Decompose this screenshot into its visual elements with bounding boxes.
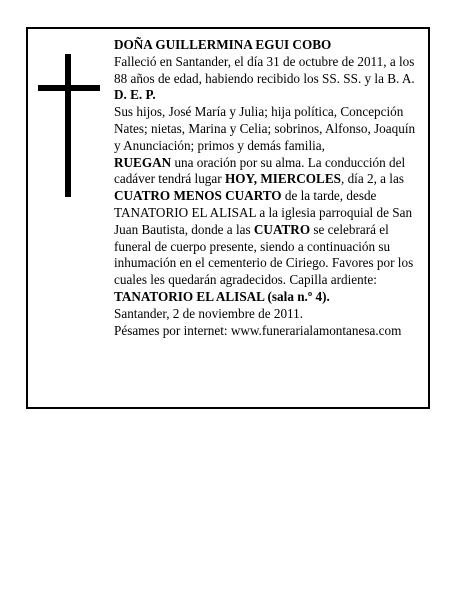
family-list: Sus hijos, José María y Julia; hija política, Concepción Nates; nietas, Marina y Celia; sobrinos, Alfonso, Joaquín y Anunciación; primos y demás familia,	[114, 104, 416, 153]
cross-icon	[38, 54, 100, 197]
cross-vertical-bar	[65, 54, 71, 197]
deceased-name: DOÑA GUILLERMINA EGUI COBO	[114, 37, 332, 52]
funeral-day: HOY, MIERCOLES	[224, 171, 341, 187]
route-text: de la tarde, desde TANATORIO EL ALISAL a la iglesia parroquial de San Juan Bautista, donde a las	[114, 188, 413, 237]
obituary-text	[114, 37, 420, 339]
death-notice: Falleció en Santander, el día 31 de octubre de 2011, a los 88 años de edad, habiendo recibido los SS. SS. y la B. A.	[114, 53, 415, 86]
prayer-text: una oración por su alma. La conducción del cadáver tendrá lugar	[114, 154, 406, 187]
cross-horizontal-bar	[38, 85, 100, 91]
funeral-details: se celebrará el funeral de cuerpo presente, siendo a continuación su inhumación en el cementerio de Ciriego. Favores por los cuales les quedarán agradecidos. Capilla ardiente:	[114, 221, 414, 288]
funeral-time: CUATRO MENOS CUARTO	[114, 188, 282, 204]
rip-line: D. E. P.	[114, 87, 156, 103]
signed-place-date: Santander, 2 de noviembre de 2011.	[114, 305, 304, 321]
chapel-location: TANATORIO EL ALISAL (sala n.º 4).	[114, 288, 330, 304]
date-text: , día 2, a las	[340, 171, 404, 187]
ruegan-word: RUEGAN	[114, 154, 172, 170]
mass-time: CUATRO	[253, 221, 311, 237]
condolences-line: Pésames por internet: www.funerarialamontanesa.com	[114, 322, 402, 338]
family-paragraph	[114, 104, 420, 289]
